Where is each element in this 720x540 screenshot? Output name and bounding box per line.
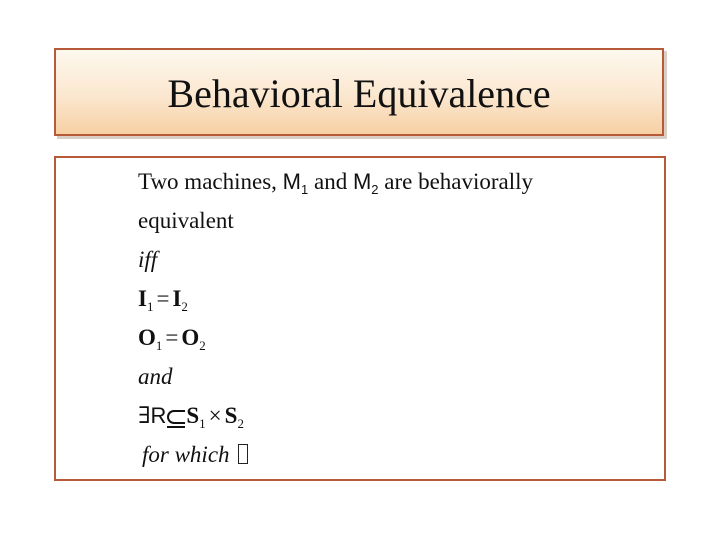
s1-subscript: 1 (199, 416, 206, 431)
slide-title: Behavioral Equivalence (167, 71, 551, 116)
title-box (54, 48, 664, 136)
line-for-which (142, 441, 248, 469)
subset-eq-icon (167, 410, 185, 424)
line-output-equality (138, 324, 206, 360)
i1-subscript: 1 (146, 299, 154, 314)
o1-subscript: 1 (155, 338, 163, 353)
symbol-m1 (282, 169, 309, 197)
s2-subscript: 2 (237, 416, 244, 431)
o1-letter: O (138, 325, 156, 350)
missing-glyph-icon (238, 444, 248, 464)
line-exists-relation (138, 402, 244, 438)
symbol-m2 (352, 169, 379, 197)
exists-symbol: ∃ (138, 403, 151, 428)
equals-sign: = (156, 286, 170, 311)
content-box (54, 156, 666, 481)
line-input-equality (138, 285, 188, 321)
i2-letter: I (172, 286, 182, 311)
o2-letter: O (181, 325, 200, 350)
o2-subscript: 2 (199, 338, 206, 353)
times-symbol: × (208, 403, 222, 428)
equals-sign: = (165, 325, 179, 350)
s2-letter: S (224, 403, 238, 428)
i2-subscript: 2 (181, 299, 188, 314)
text-behaviorally: are behaviorally (384, 169, 534, 194)
i1-letter: I (138, 286, 147, 311)
m2-letter: M (352, 169, 372, 194)
relation-r: R (150, 403, 167, 428)
m1-letter: M (282, 169, 301, 194)
line-two-machines (138, 168, 533, 204)
line-and: and (138, 364, 173, 389)
text-for-which: for which (142, 442, 230, 467)
s1-letter: S (186, 403, 200, 428)
text-and: and (313, 169, 348, 194)
m1-subscript: 1 (301, 182, 309, 197)
text-two-machines: Two machines, (138, 169, 277, 194)
line-iff: iff (138, 247, 158, 272)
line-equivalent: equivalent (138, 208, 234, 233)
m2-subscript: 2 (371, 182, 379, 197)
